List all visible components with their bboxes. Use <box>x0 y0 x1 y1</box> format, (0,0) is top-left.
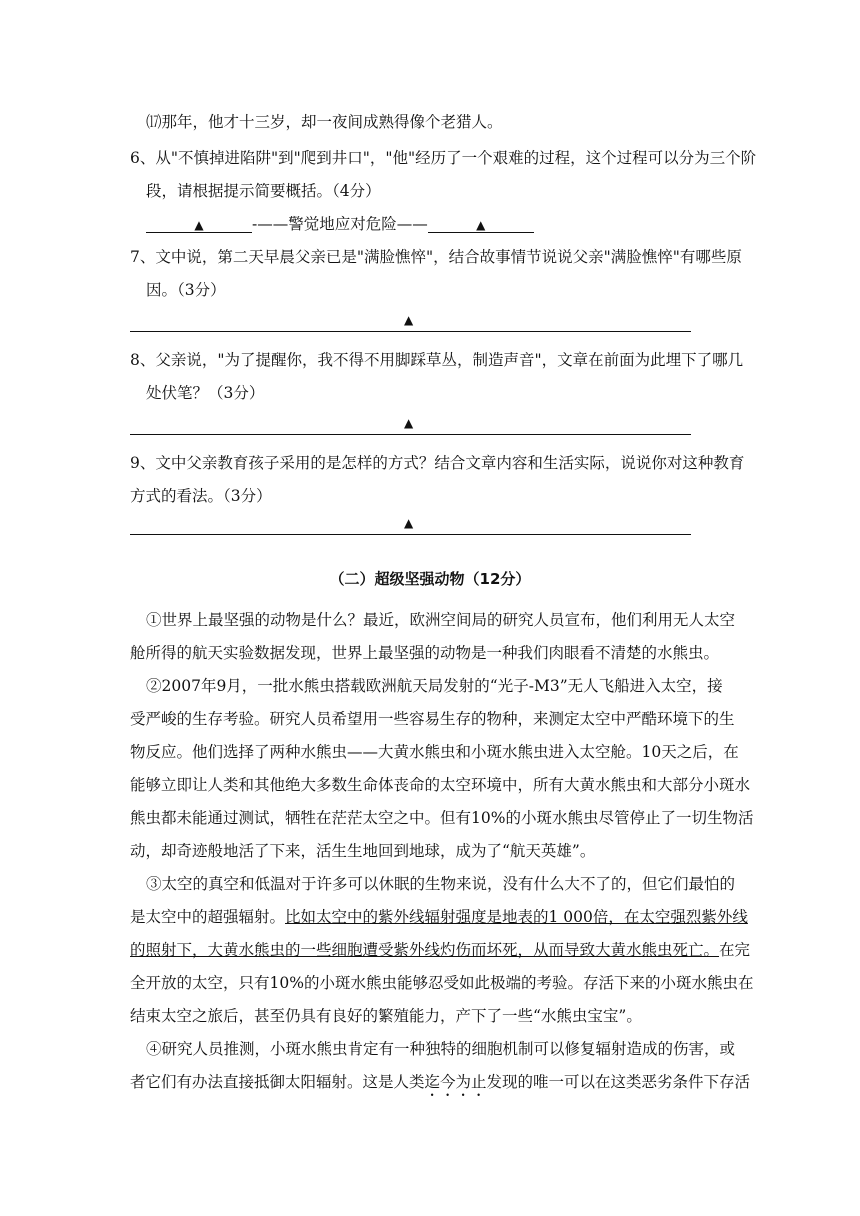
question-8-answer-line[interactable] <box>130 416 691 435</box>
p2-line-3: 物反应。他们选择了两种水熊虫——大黄水熊虫和小斑水熊虫进入太空舱。10天之后，在 <box>130 743 739 761</box>
p2-line-5: 熊虫都未能通过测试，牺牲在茫茫太空之中。但有10%的小斑水熊虫尽管停止了一切生物活 <box>130 809 754 827</box>
p3-line-2 <box>130 907 748 927</box>
p3-line-3 <box>130 940 750 960</box>
p3-plain-text: 在完 <box>719 941 751 959</box>
p3-line-4: 全开放的太空，只有10%的小斑水熊虫能够忍受如此极端的考验。存活下来的小斑水熊虫在 <box>130 974 754 992</box>
p4-line-1: ④研究人员推测，小斑水熊虫肯定有一种独特的细胞机制可以修复辐射造成的伤害，或 <box>146 1040 736 1058</box>
triangle-mark-icon: ▲ <box>404 313 414 327</box>
p3-plain-text: 是太空中的超强辐射。 <box>130 908 286 926</box>
underlined-sentence: 比如太空中的紫外线辐射强度是地表的1 000倍，在太空强烈紫外线 <box>285 908 748 926</box>
p2-line-6: 动，却奇迹般地活了下来，活生生地回到地球，成为了“航天英雄”。 <box>130 842 596 860</box>
p2-line-2: 受严峻的生存考验。研究人员希望用一些容易生存的物种，来测定太空中严酷环境下的生 <box>130 710 735 728</box>
p1-line-2: 舱所得的航天实验数据发现，世界上最坚强的动物是一种我们肉眼看不清楚的水熊虫。 <box>130 644 720 662</box>
blank-middle-hint: -——警觉地应对危险—— <box>252 215 428 233</box>
question-8-line-1: 8、父亲说，"为了提醒你，我不得不用脚踩草丛，制造声音"，文章在前面为此埋下了哪几 <box>130 351 744 369</box>
paragraph-17-tail: ⒄那年，他才十三岁，却一夜间成熟得像个老猎人。 <box>146 113 503 131</box>
question-6-line-2: 段，请根据提示简要概括。（4分） <box>146 182 381 200</box>
p1-line-1: ①世界上最坚强的动物是什么？最近，欧洲空间局的研究人员宣布，他们利用无人太空 <box>146 611 736 629</box>
p3-line-1: ③太空的真空和低温对于许多可以休眠的生物来说，没有什么大不了的，但它们最怕的 <box>146 875 736 893</box>
answer-blank-1[interactable] <box>146 214 252 233</box>
underlined-sentence: 的照射下，大黄水熊虫的一些细胞遭受紫外线灼伤而坏死，从而导致大黄水熊虫死亡。 <box>130 941 720 959</box>
p2-line-4: 能够立即让人类和其他绝大多数生命体丧命的太空环境中，所有大黄水熊虫和大部分小斑水 <box>130 776 751 794</box>
p3-line-5: 结束太空之旅后，甚至仍具有良好的繁殖能力，产下了一些“水熊虫宝宝”。 <box>130 1007 642 1025</box>
question-7-line-2: 因。（3分） <box>146 281 226 299</box>
triangle-mark-icon: ▲ <box>404 516 414 530</box>
p4-text-a: 者它们有办法直接抵御太阳辐射。这是人类 <box>130 1073 425 1091</box>
p2-line-1: ②2007年9月，一批水熊虫搭载欧洲航天局发射的“光子-M3”无人飞船进入太空，接 <box>146 677 723 695</box>
question-7-line-1: 7、文中说，第二天早晨父亲已是"满脸憔悴"，结合故事情节说说父亲"满脸憔悴"有哪些原 <box>130 248 742 266</box>
question-9-line-2: 方式的看法。（3分） <box>130 487 272 505</box>
question-9-line-1: 9、文中父亲教育孩子采用的是怎样的方式？结合文章内容和生活实际，说说你对这种教育 <box>130 454 745 472</box>
p4-text-b: 发现的唯一可以在这类恶劣条件下存活 <box>486 1073 751 1091</box>
answer-blank-2[interactable] <box>428 214 534 233</box>
question-8-line-2: 处伏笔？（3分） <box>146 384 265 402</box>
question-9-answer-line[interactable] <box>130 516 691 535</box>
question-6-line-1: 6、从"不慎掉进陷阱"到"爬到井口"，"他"经历了一个艰难的过程，这个过程可以分为三个阶 <box>130 149 757 167</box>
p4-line-2 <box>130 1072 750 1100</box>
section-title: （二）超级坚强动物（12分） <box>329 570 531 588</box>
triangle-mark-icon: ▲ <box>476 218 486 232</box>
triangle-mark-icon: ▲ <box>404 416 414 430</box>
emphasized-phrase: 迄今为止 <box>424 1073 487 1091</box>
question-7-answer-line[interactable] <box>130 313 691 332</box>
question-6-fill-row <box>146 214 534 234</box>
triangle-mark-icon: ▲ <box>194 218 204 232</box>
